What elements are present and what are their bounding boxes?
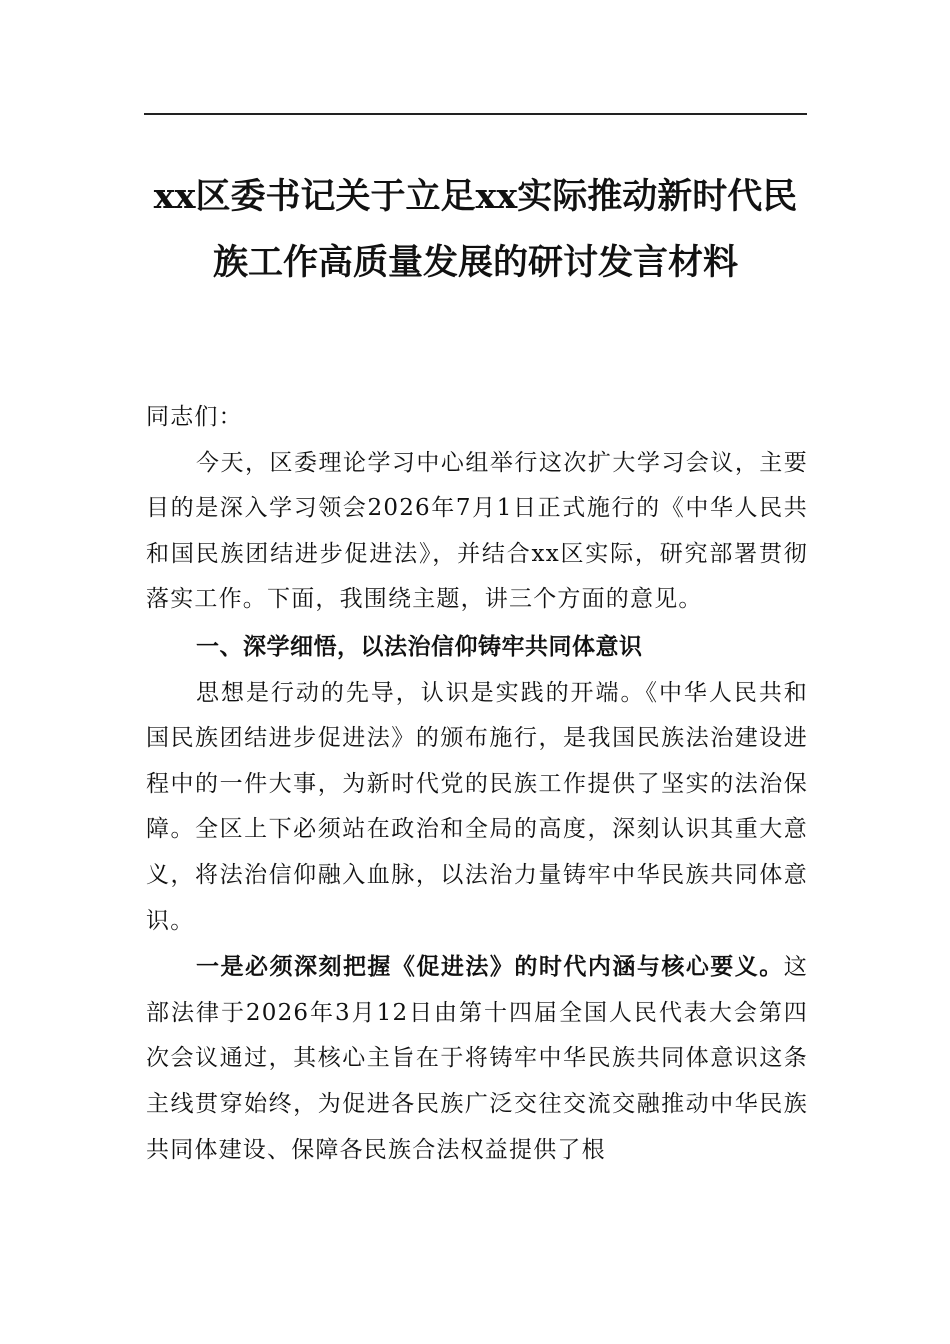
section-1-paragraph: 思想是行动的先导，认识是实践的开端。《中华人民共和国民族团结进步促进法》的颁布施行，是我国民族法治建设进程中的一件大事，为新时代党的民族工作提供了坚实的法治保障。全区上下必须站在政治和全局的高度，深刻认识其重大意义，将法治信仰融入血脉，以法治力量铸牢中华民族共同体意识。 xyxy=(146,679,808,934)
document-body xyxy=(146,395,808,1173)
title-line-1: xx区委书记关于立足xx实际推动新时代民 xyxy=(153,176,798,217)
section-heading-1: 一、深学细悟，以法治信仰铸牢共同体意识 xyxy=(196,633,643,660)
title-line-2: 族工作高质量发展的研讨发言材料 xyxy=(212,242,738,283)
point-1-lead: 一是必须深刻把握《促进法》的时代内涵与核心要义。 xyxy=(196,953,784,981)
header-rule xyxy=(144,113,807,115)
document-title xyxy=(144,164,807,296)
intro-paragraph: 今天，区委理论学习中心组举行这次扩大学习会议，主要目的是深入学习领会2026年7月1日正式施行的《中华人民共和国民族团结进步促进法》，并结合xx区实际，研究部署贯彻落实工作。下面，我围绕主题，讲三个方面的意见。 xyxy=(146,449,808,613)
point-1-paragraph xyxy=(146,944,808,1173)
point-1-body: 这部法律于2026年3月12日由第十四届全国人民代表大会第四次会议通过，其核心主旨在于将铸牢中华民族共同体意识这条主线贯穿始终，为促进各民族广泛交往交流交融推动中华民族共同体建设、保障各民族合法权益提供了根 xyxy=(146,954,808,1163)
salutation: 同志们： xyxy=(146,404,243,430)
